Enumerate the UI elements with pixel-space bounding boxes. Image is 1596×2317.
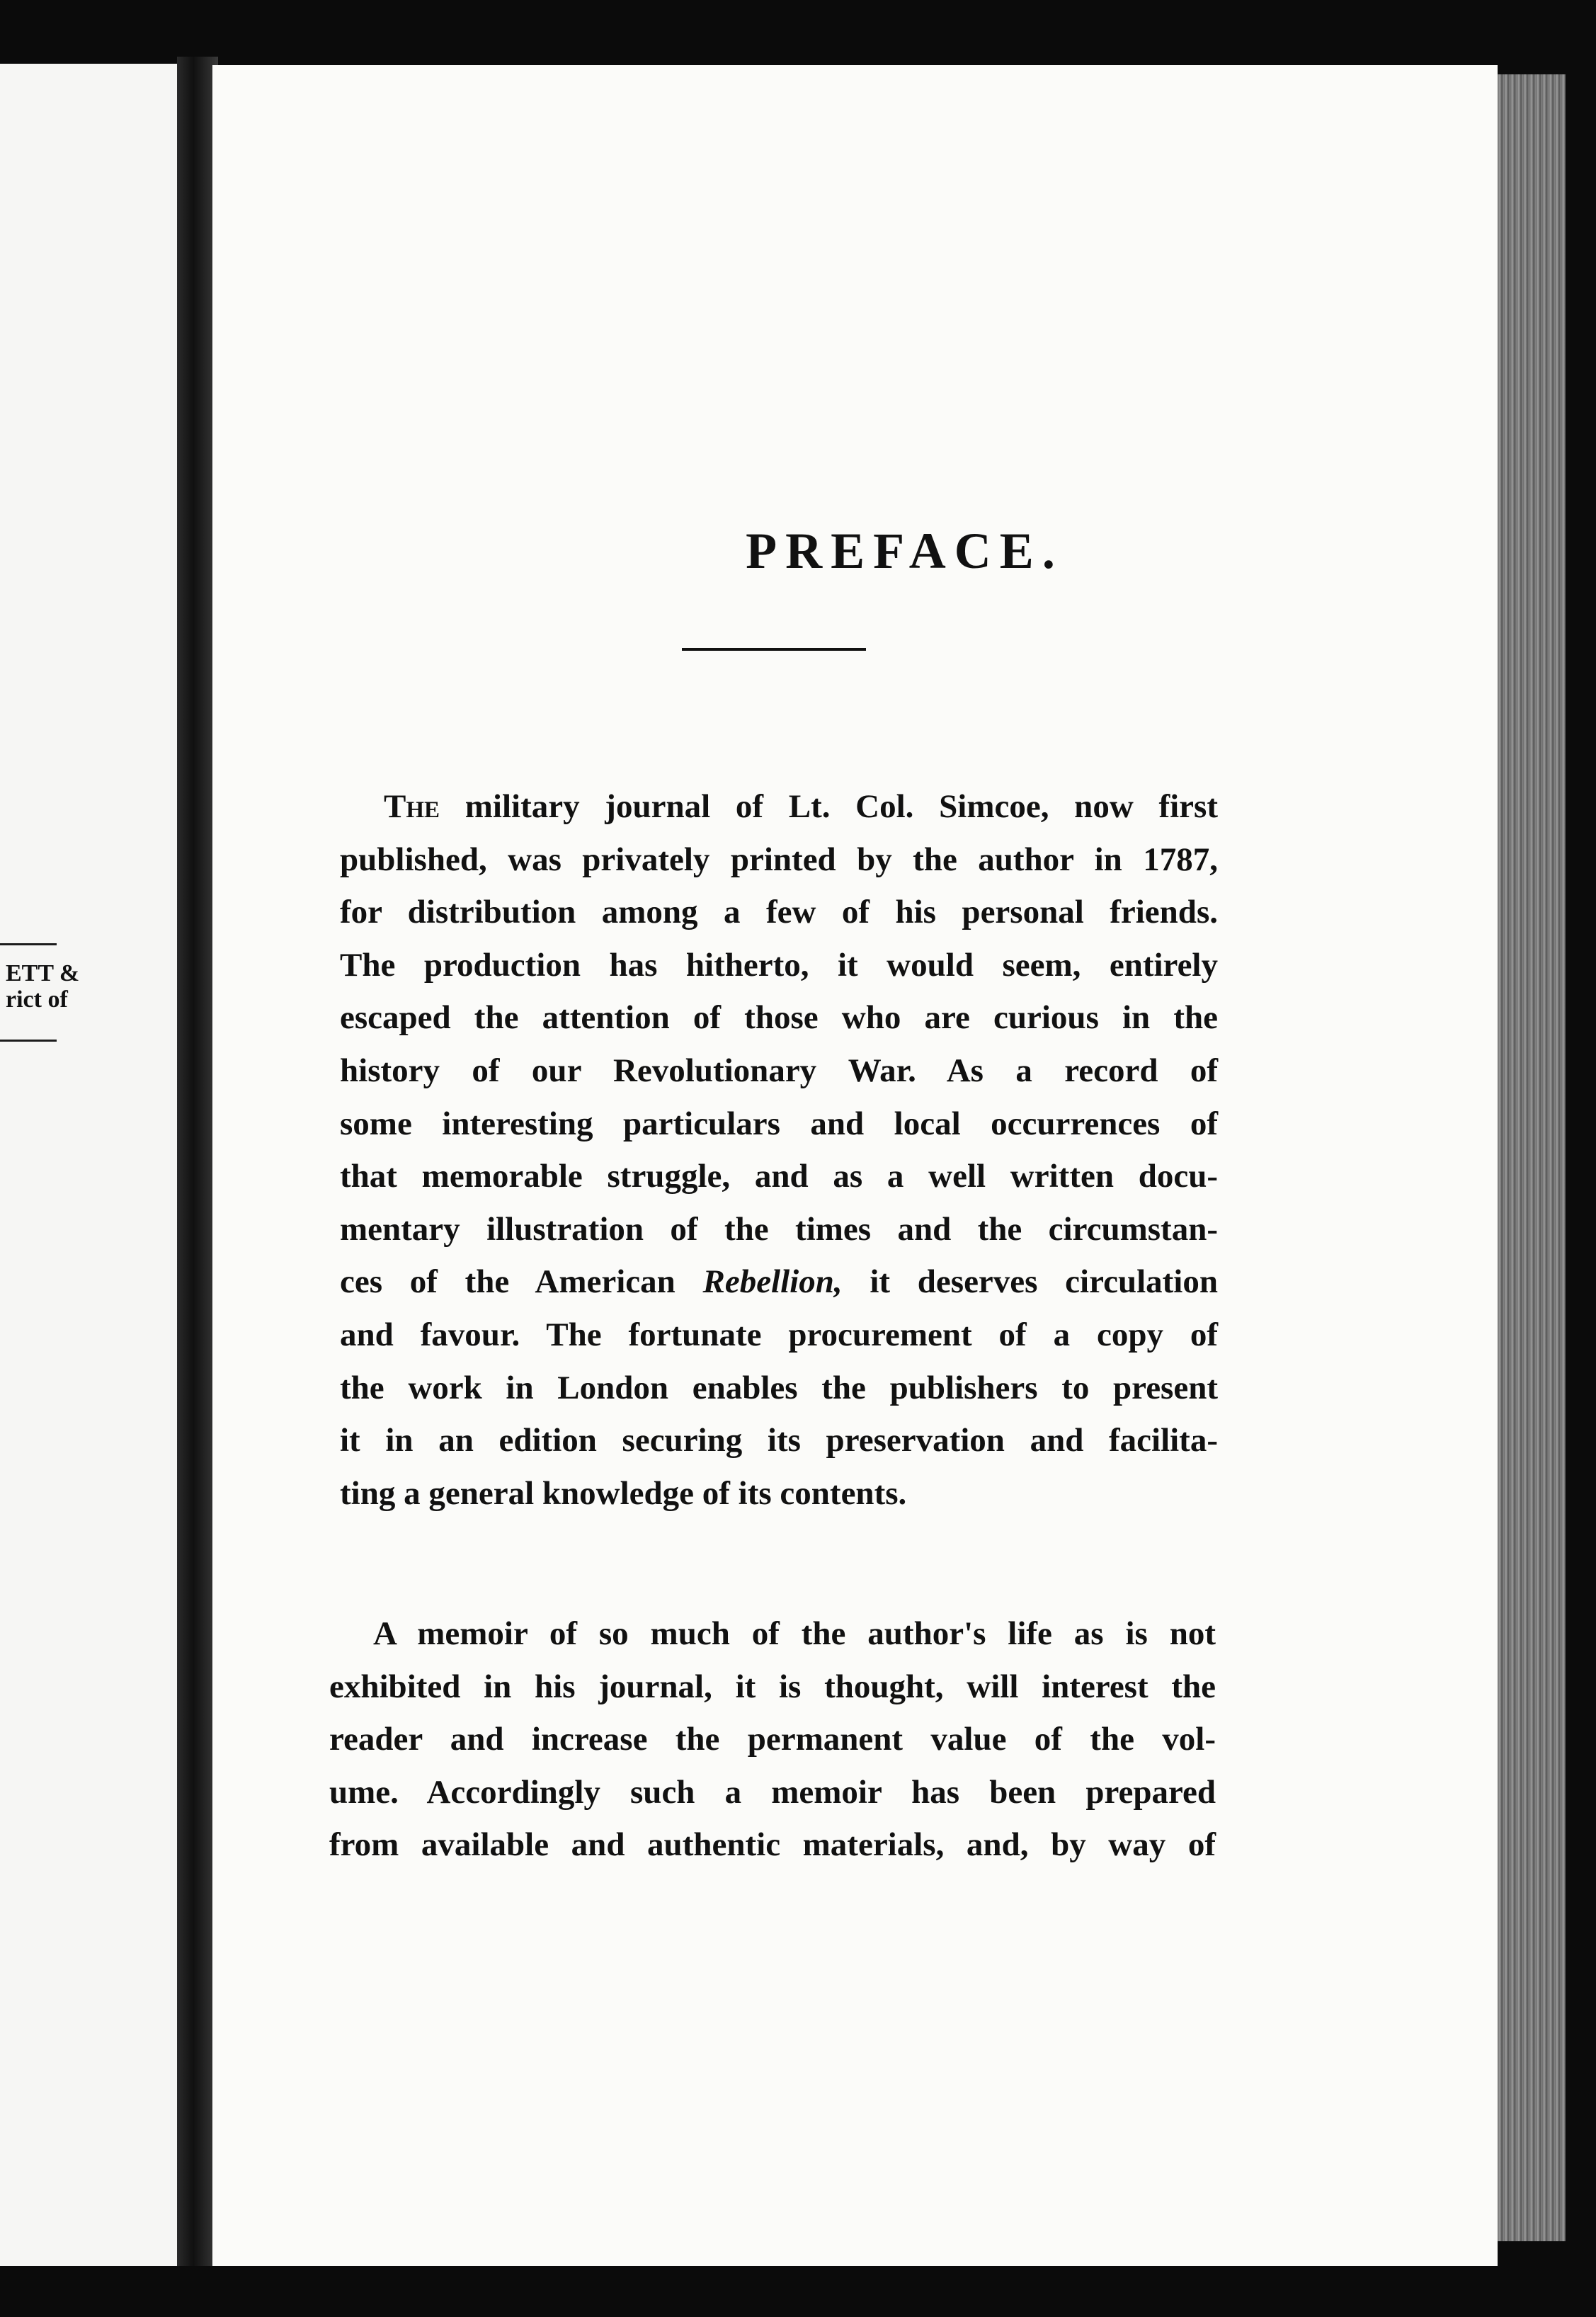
preface-page bbox=[212, 65, 1498, 2266]
text-line: published, was privately printed by the author in 1787, bbox=[340, 841, 1218, 878]
left-page-fragment: ETT & bbox=[6, 960, 80, 986]
left-page-rule bbox=[0, 943, 57, 945]
text-line: mentary illustration of the times and the circumstan- bbox=[340, 1210, 1218, 1248]
left-page-fragment: rict of bbox=[6, 986, 68, 1013]
text-line: The military journal of Lt. Col. Simcoe, now first bbox=[384, 788, 1218, 825]
text-line: reader and increase the permanent value of the vol- bbox=[329, 1721, 1216, 1758]
text-line: from available and authentic materials, and, by way of bbox=[329, 1826, 1216, 1864]
text-line: escaped the attention of those who are curious in the bbox=[340, 999, 1218, 1037]
text-line: some interesting particulars and local occurrences of bbox=[340, 1105, 1218, 1142]
text-line: the work in London enables the publishers to present bbox=[340, 1369, 1218, 1406]
text-line: ume. Accordingly such a memoir has been prepared bbox=[329, 1773, 1216, 1811]
page-title: PREFACE. bbox=[746, 523, 1064, 579]
text-line: for distribution among a few of his personal friends. bbox=[340, 894, 1218, 931]
text-line: ces of the American Rebellion, it deserves circulation bbox=[340, 1263, 1218, 1301]
paragraph-2 bbox=[329, 1607, 1216, 1872]
lead-word: The bbox=[384, 788, 440, 825]
text-line: ting a general knowledge of its contents. bbox=[340, 1474, 907, 1512]
text-line: The production has hitherto, it would seem, entirely bbox=[340, 946, 1218, 984]
page-stack-edge bbox=[1498, 74, 1566, 2241]
text-line: that memorable struggle, and as a well written docu- bbox=[340, 1158, 1218, 1195]
text-line: it in an edition securing its preservation and facilita- bbox=[340, 1422, 1218, 1459]
text-line: A memoir of so much of the author's life as is not bbox=[373, 1615, 1216, 1652]
text-line: history of our Revolutionary War. As a record of bbox=[340, 1052, 1218, 1089]
left-page-rule bbox=[0, 1040, 57, 1042]
text-line: exhibited in his journal, it is thought, will interest the bbox=[329, 1668, 1216, 1705]
paragraph-1 bbox=[340, 780, 1218, 1520]
title-divider bbox=[682, 648, 866, 651]
left-facing-page bbox=[0, 64, 177, 2266]
italic-word: Rebellion, bbox=[702, 1263, 843, 1301]
text-line: and favour. The fortunate procurement of a copy of bbox=[340, 1316, 1218, 1353]
